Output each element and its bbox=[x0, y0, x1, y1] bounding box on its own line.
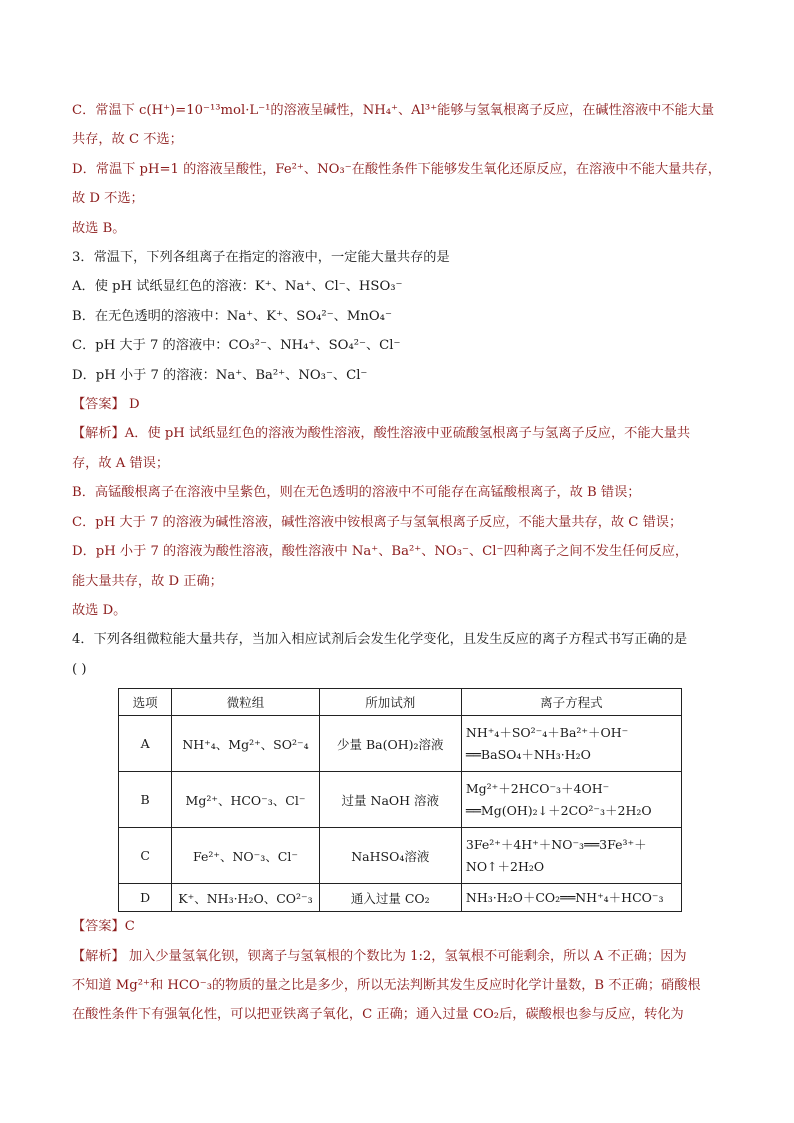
equation-line: NH⁺₄＋SO²⁻₄＋Ba²⁺＋OH⁻ bbox=[465, 724, 629, 740]
table-header: 所加试剂 bbox=[319, 689, 461, 716]
particles-cell: K⁺、NH₃·H₂O、CO²⁻₃ bbox=[172, 884, 319, 912]
q3-answer bbox=[72, 390, 732, 419]
prev-solution-conclusion: 故选 B。 bbox=[72, 220, 126, 236]
option-cell: A bbox=[119, 716, 172, 772]
q3-answer-label: 【答案】 bbox=[72, 397, 125, 413]
table-row bbox=[119, 716, 682, 772]
q4-stem-line2: ( ) bbox=[72, 661, 87, 677]
particles-cell: Mg²⁺、HCO⁻₃、Cl⁻ bbox=[172, 772, 319, 828]
q3-option-d: D．pH 小于 7 的溶液：Na⁺、Ba²⁺、NO₃⁻、Cl⁻ bbox=[72, 367, 368, 383]
option-cell: D bbox=[119, 884, 172, 912]
document-page bbox=[72, 96, 732, 1030]
equation-line: ══BaSO₄＋NH₃·H₂O bbox=[465, 746, 591, 762]
table-row bbox=[119, 828, 682, 884]
q3-analysis-label: 【解析】 bbox=[72, 426, 125, 442]
q3-analysis-line1 bbox=[72, 419, 732, 448]
equation-line: NH₃·H₂O＋CO₂══NH⁺₄＋HCO⁻₃ bbox=[465, 889, 664, 905]
equation-line: 3Fe²⁺＋4H⁺＋NO⁻₃══3Fe³⁺＋ bbox=[465, 836, 647, 852]
q4-analysis-line3: 在酸性条件下有强氧化性，可以把亚铁离子氧化，C 正确；通入过量 CO₂后，碳酸根也参与反应，转化为 bbox=[72, 1007, 684, 1023]
reagent-cell: NaHSO₄溶液 bbox=[319, 828, 461, 884]
option-cell: B bbox=[119, 772, 172, 828]
q3-option-c: C．pH 大于 7 的溶液中：CO₃²⁻、NH₄⁺、SO₄²⁻、Cl⁻ bbox=[72, 338, 401, 354]
prev-solution-c-line1: C．常温下 c(H⁺)=10⁻¹³mol·L⁻¹的溶液呈碱性，NH₄⁺、Al³⁺能够与氢氧根离子反应，在碱性溶液中不能大量 bbox=[72, 103, 715, 118]
prev-solution-d-line2: 故 D 不选； bbox=[72, 191, 144, 207]
q3-option-a: A．使 pH 试纸显红色的溶液：K⁺、Na⁺、Cl⁻、HSO₃⁻ bbox=[72, 279, 403, 295]
q4-answer-value: C bbox=[124, 919, 135, 935]
equation-cell bbox=[461, 716, 681, 772]
q4-answer bbox=[72, 912, 732, 941]
q3-analysis-line6: 能大量共存，故 D 正确； bbox=[72, 573, 223, 589]
reagent-cell: 少量 Ba(OH)₂溶液 bbox=[319, 716, 461, 772]
q4-analysis-label: 【解析】 bbox=[72, 948, 125, 964]
q4-stem-line1: 4．下列各组微粒能大量共存，当加入相应试剂后会发生化学变化，且发生反应的离子方程式书写正确的是 bbox=[72, 632, 688, 648]
table-row bbox=[119, 884, 682, 912]
table-header-row bbox=[119, 689, 682, 716]
q3-analysis-line4: C．pH 大于 7 的溶液为碱性溶液，碱性溶液中铵根离子与氢氧根离子反应，不能大量共存，故 C 错误； bbox=[72, 514, 683, 530]
q4-answer-label: 【答案】 bbox=[72, 919, 125, 935]
reagent-cell: 过量 NaOH 溶液 bbox=[319, 772, 461, 828]
prev-solution-d-line1: D．常温下 pH=1 的溶液呈酸性，Fe²⁺、NO₃⁻在酸性条件下能够发生氧化还原反应，在溶液中不能大量共存， bbox=[72, 161, 721, 177]
equation-cell bbox=[461, 884, 681, 912]
option-cell: C bbox=[119, 828, 172, 884]
equation-cell bbox=[461, 772, 681, 828]
q4-analysis-text: 加入少量氢氧化钡，钡离子与氢氧根的个数比为 1:2，氢氧根不可能剩余，所以 A 不正确；因为 bbox=[124, 948, 687, 964]
q3-stem: 3．常温下，下列各组离子在指定的溶液中，一定能大量共存的是 bbox=[72, 250, 450, 266]
q3-analysis-line2: 存，故 A 错误； bbox=[72, 455, 170, 471]
table-row bbox=[119, 772, 682, 828]
table-header: 选项 bbox=[119, 689, 172, 716]
reagent-cell: 通入过量 CO₂ bbox=[319, 884, 461, 912]
table-header: 离子方程式 bbox=[461, 689, 681, 716]
q4-analysis-line1 bbox=[72, 942, 732, 971]
q3-analysis-line5: D．pH 小于 7 的溶液为酸性溶液，酸性溶液中 Na⁺、Ba²⁺、NO₃⁻、Cl⁻四种离子之间不发生任何反应， bbox=[72, 544, 689, 560]
particles-cell: NH⁺₄、Mg²⁺、SO²⁻₄ bbox=[172, 716, 319, 772]
prev-solution-c-line2: 共存，故 C 不选； bbox=[72, 132, 183, 148]
equation-line: ══Mg(OH)₂↓＋2CO²⁻₃＋2H₂O bbox=[465, 802, 652, 818]
particles-cell: Fe²⁺、NO⁻₃、Cl⁻ bbox=[172, 828, 319, 884]
q3-analysis-line3: B．高锰酸根离子在溶液中呈紫色，则在无色透明的溶液中不可能存在高锰酸根离子，故 B 错误； bbox=[72, 485, 641, 501]
q3-option-b: B．在无色透明的溶液中：Na⁺、K⁺、SO₄²⁻、MnO₄⁻ bbox=[72, 308, 392, 324]
table-header: 微粒组 bbox=[172, 689, 319, 716]
equation-line: Mg²⁺＋2HCO⁻₃＋4OH⁻ bbox=[465, 780, 610, 796]
q4-options-table bbox=[118, 688, 682, 912]
q3-analysis-line7: 故选 D。 bbox=[72, 602, 127, 618]
q4-analysis-line2: 不知道 Mg²⁺和 HCO⁻₃的物质的量之比是多少，所以无法判断其发生反应时化学计量数，B 不正确；硝酸根 bbox=[72, 977, 701, 993]
equation-line: NO↑＋2H₂O bbox=[465, 858, 545, 874]
q3-answer-value: D bbox=[124, 397, 140, 413]
equation-cell bbox=[461, 828, 681, 884]
q3-analysis-text: A．使 pH 试纸显红色的溶液为酸性溶液，酸性溶液中亚硫酸氢根离子与氢离子反应，不能大量共 bbox=[124, 426, 691, 442]
